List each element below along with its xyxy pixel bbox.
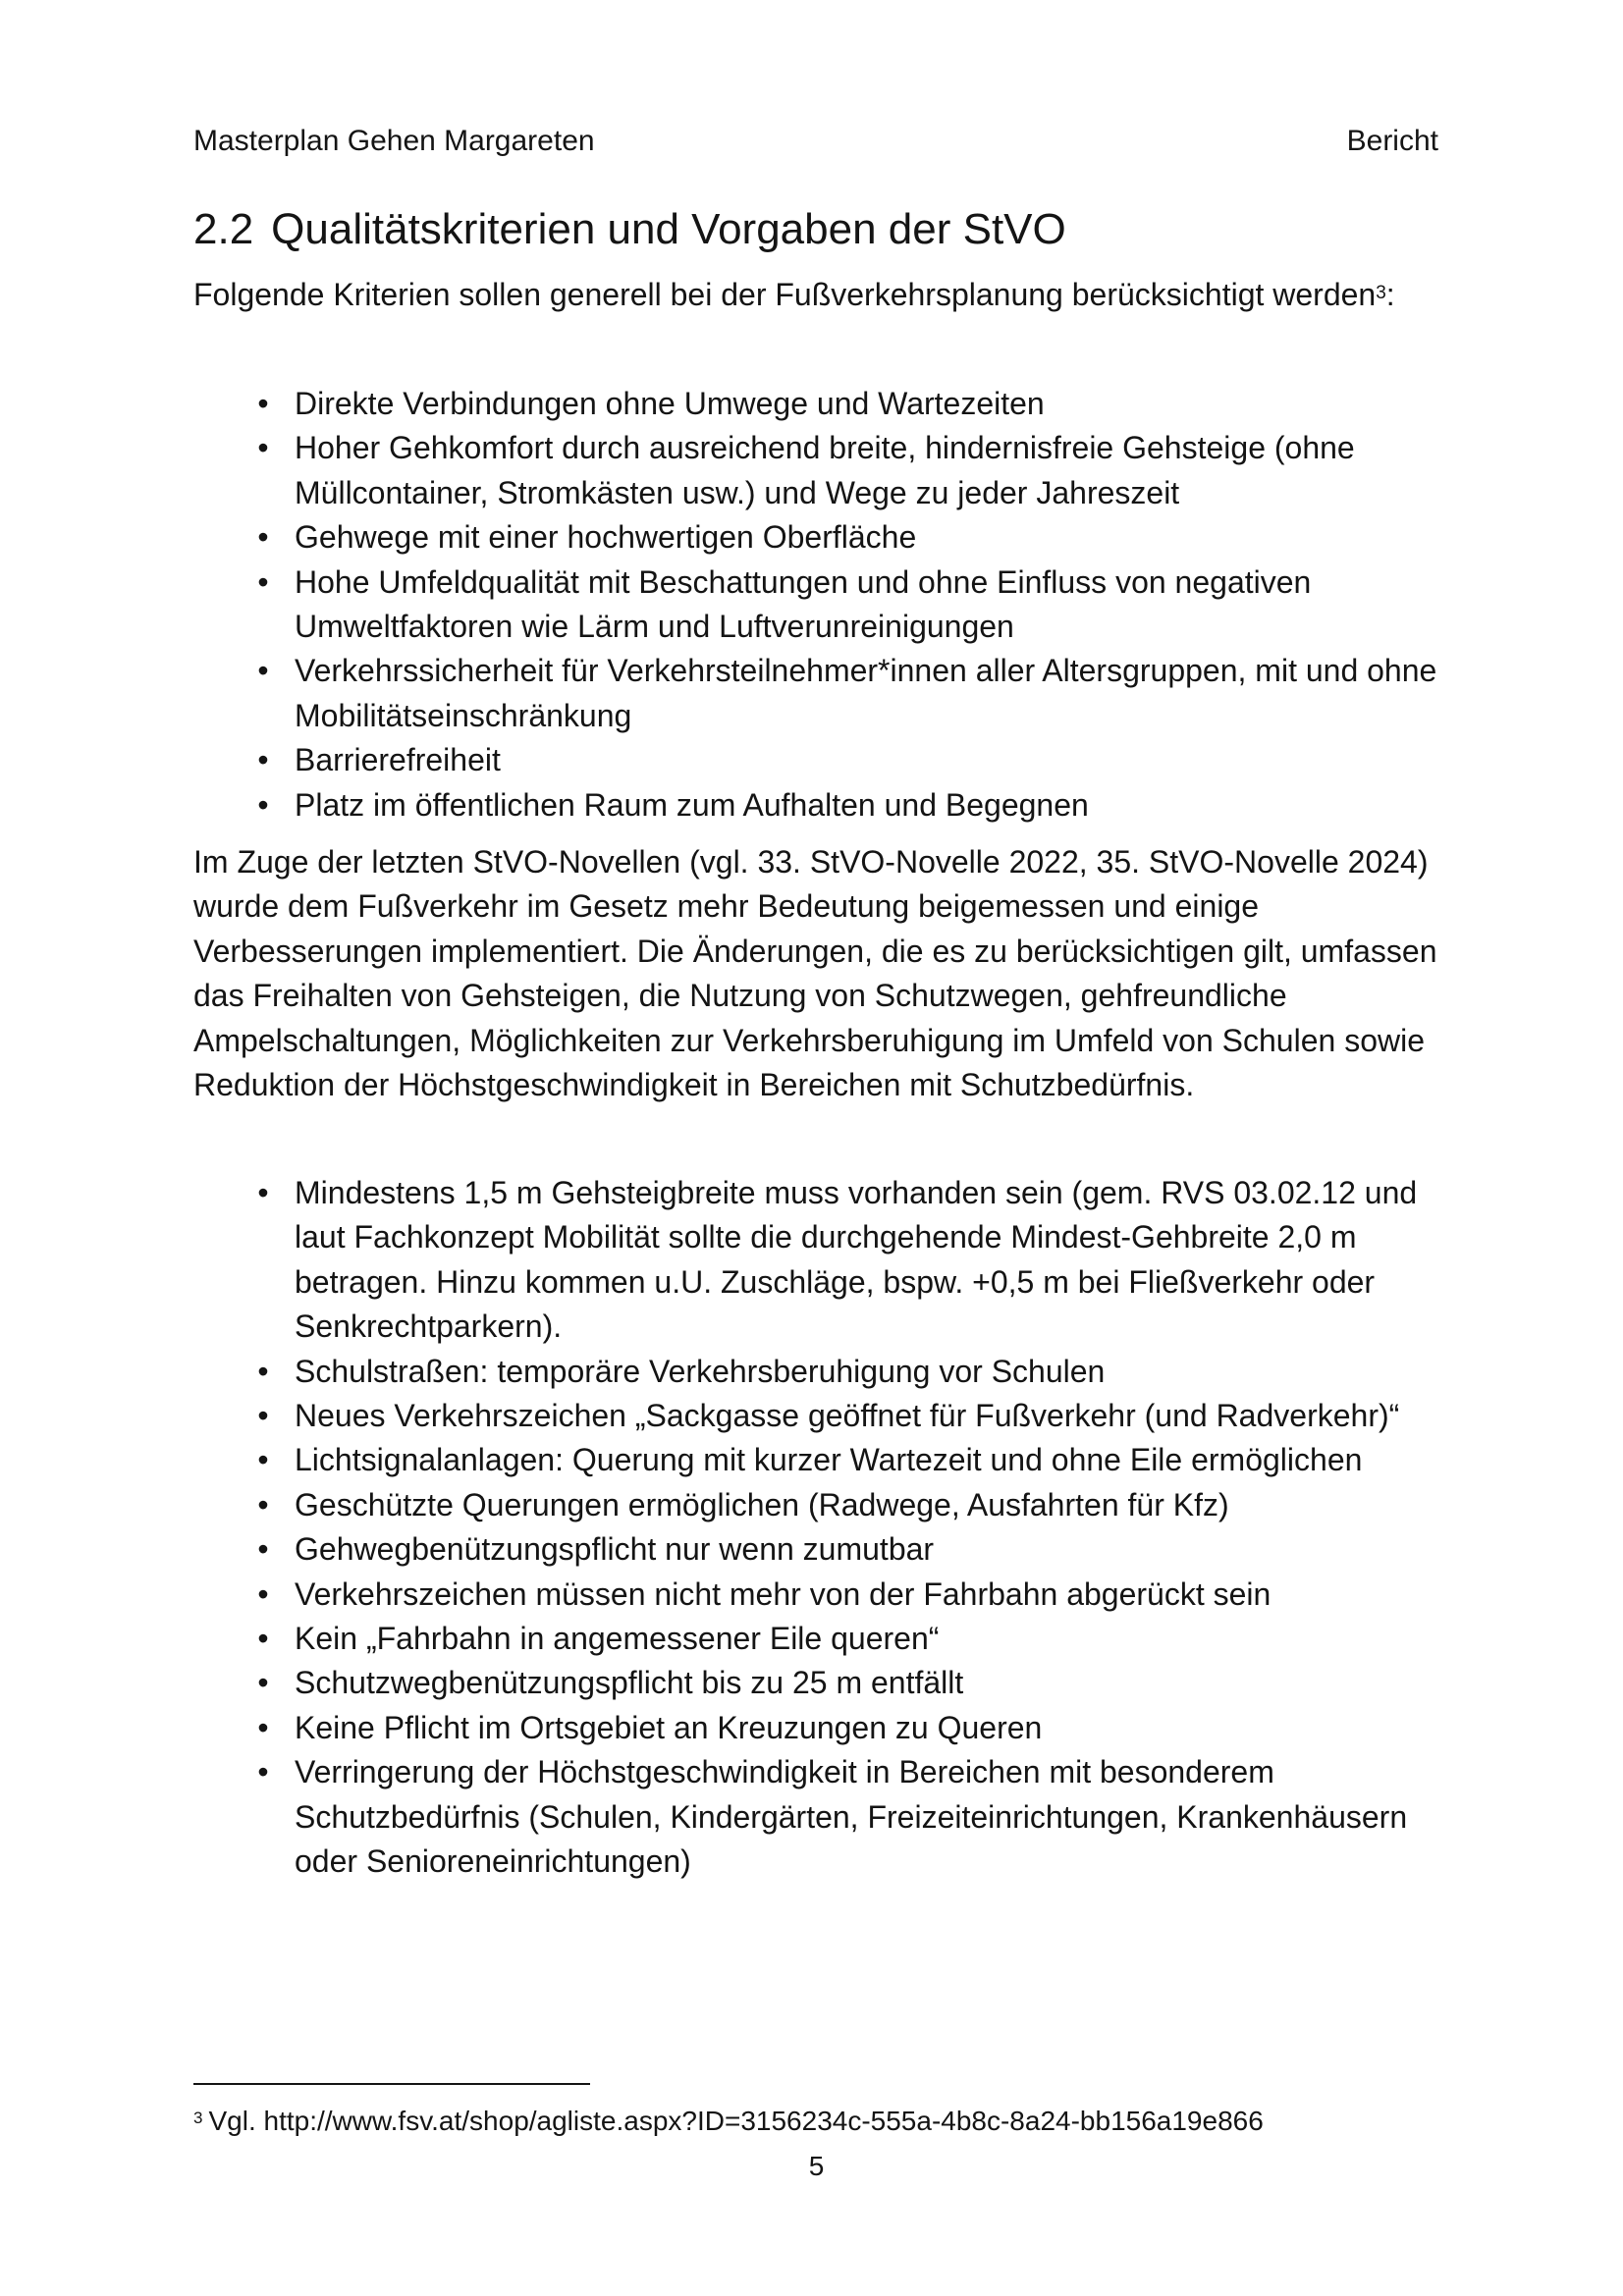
bullet-icon: • bbox=[257, 386, 269, 421]
list-item bbox=[193, 738, 1460, 782]
list-item bbox=[193, 1750, 1460, 1884]
list-item bbox=[193, 1483, 1460, 1527]
stvo-changes-list bbox=[193, 1171, 1460, 1885]
list-item bbox=[193, 561, 1460, 650]
section-heading bbox=[193, 200, 1438, 259]
bullet-icon: • bbox=[257, 1709, 269, 1745]
list-item-text: Verkehrssicherheit für Verkehrsteilnehmer*innen aller Altersgruppen, mit und ohne Mobilitätseinschränkung bbox=[295, 653, 1437, 733]
list-item-text: Verkehrszeichen müssen nicht mehr von der Fahrbahn abgerückt sein bbox=[295, 1575, 1271, 1612]
stvo-paragraph: Im Zuge der letzten StVO-Novellen (vgl. 33. StVO-Novelle 2022, 35. StVO-Novelle 2024) wurde dem Fußverkehr im Gesetz mehr Bedeutung beigemessen und einige Verbesserungen implementiert. Die Änderungen, die es zu berücksichtigen gilt, umfassen das Freihalten von Gehsteigen, die Nutzung von Schutzwegen, gehfreundliche Ampelschaltungen, Möglichkeiten zur Verkehrsberuhigung im Umfeld von Schulen sowie Reduktion der Höchstgeschwindigkeit in Bereichen mit Schutzbedürfnis. bbox=[193, 844, 1437, 1103]
bullet-icon: • bbox=[257, 430, 269, 466]
list-item bbox=[193, 1350, 1460, 1394]
list-item bbox=[193, 382, 1460, 426]
bullet-icon: • bbox=[257, 1175, 269, 1210]
list-item bbox=[193, 649, 1460, 738]
list-item-text: Geschützte Querungen ermöglichen (Radwege, Ausfahrten für Kfz) bbox=[295, 1486, 1229, 1522]
list-item-text: Mindestens 1,5 m Gehsteigbreite muss vorhanden sein (gem. RVS 03.02.12 und laut Fachkonzept Mobilität sollte die durchgehende Mindest-Gehbreite 2,0 m betragen. Hinzu kommen u.U. Zuschläge, bspw. +0,5 m bei Fließverkehr oder Senkrechtparkern). bbox=[295, 1175, 1418, 1345]
footnote-reference[interactable]: 3 bbox=[1376, 283, 1386, 303]
list-item bbox=[193, 1438, 1460, 1482]
header-document-title: Masterplan Gehen Margareten bbox=[193, 125, 595, 157]
footnote-divider bbox=[193, 2083, 590, 2085]
list-item-text: Gehwegbenützungspflicht nur wenn zumutbar bbox=[295, 1531, 935, 1568]
bullet-icon: • bbox=[257, 1398, 269, 1434]
bullet-icon: • bbox=[257, 1531, 269, 1568]
bullet-icon: • bbox=[257, 1754, 269, 1790]
bullet-icon: • bbox=[257, 1621, 269, 1657]
bullet-icon: • bbox=[257, 563, 269, 600]
list-item bbox=[193, 1706, 1460, 1750]
list-item bbox=[193, 426, 1460, 515]
footnote-marker: 3 bbox=[193, 2109, 203, 2127]
list-item-text: Verringerung der Höchstgeschwindigkeit in Bereichen mit besonderem Schutzbedürfnis (Schulen, Kindergärten, Freizeiteinrichtungen, Krankenhäusern oder Senioreneinrichtungen) bbox=[295, 1754, 1408, 1880]
header-report-label: Bericht bbox=[1346, 125, 1438, 157]
bullet-icon: • bbox=[257, 1442, 269, 1478]
list-item-text: Gehwege mit einer hochwertigen Oberfläche bbox=[295, 519, 917, 556]
list-item bbox=[193, 1661, 1460, 1705]
footnote bbox=[193, 2102, 1264, 2141]
bullet-icon: • bbox=[257, 742, 269, 778]
list-item-text: Platz im öffentlichen Raum zum Aufhalten und Begegnen bbox=[295, 786, 1089, 823]
section-number: 2.2 bbox=[193, 205, 254, 253]
bullet-icon: • bbox=[257, 1486, 269, 1522]
list-item-text: Barrierefreiheit bbox=[295, 742, 501, 778]
list-item-text: Kein „Fahrbahn in angemessener Eile queren“ bbox=[295, 1621, 940, 1657]
list-item-text: Hoher Gehkomfort durch ausreichend breite, hindernisfreie Gehsteige (ohne Müllcontainer, Stromkästen usw.) und Wege zu jeder Jahreszeit bbox=[295, 430, 1355, 510]
page-number: 5 bbox=[808, 2151, 825, 2181]
intro-suffix: : bbox=[1385, 277, 1395, 312]
intro-paragraph bbox=[193, 273, 1438, 317]
list-item-text: Direkte Verbindungen ohne Umwege und Wartezeiten bbox=[295, 386, 1045, 421]
list-item-text: Schutzwegbenützungspflicht bis zu 25 m entfällt bbox=[295, 1665, 964, 1701]
bullet-icon: • bbox=[257, 1575, 269, 1612]
list-item bbox=[193, 1394, 1460, 1438]
list-item-text: Schulstraßen: temporäre Verkehrsberuhigung vor Schulen bbox=[295, 1353, 1106, 1389]
bullet-icon: • bbox=[257, 1665, 269, 1701]
list-item-text: Lichtsignalanlagen: Querung mit kurzer Wartezeit und ohne Eile ermöglichen bbox=[295, 1442, 1363, 1478]
list-item-text: Keine Pflicht im Ortsgebiet an Kreuzungen zu Queren bbox=[295, 1709, 1043, 1745]
bullet-icon: • bbox=[257, 519, 269, 556]
section-title: Qualitätskriterien und Vorgaben der StVO bbox=[271, 205, 1066, 253]
bullet-icon: • bbox=[257, 1353, 269, 1389]
bullet-icon: • bbox=[257, 786, 269, 823]
running-header bbox=[193, 122, 1438, 161]
footnote-text[interactable]: Vgl. http://www.fsv.at/shop/agliste.aspx?ID=3156234c-555a-4b8c-8a24-bb156a19e866 bbox=[208, 2106, 1264, 2136]
list-item-text: Hohe Umfeldqualität mit Beschattungen und ohne Einfluss von negativen Umweltfaktoren wie Lärm und Luftverunreinigungen bbox=[295, 563, 1312, 645]
bullet-icon: • bbox=[257, 653, 269, 689]
list-item bbox=[193, 1617, 1460, 1661]
list-item bbox=[193, 1171, 1460, 1350]
list-item bbox=[193, 783, 1460, 828]
list-item-text: Neues Verkehrszeichen „Sackgasse geöffnet für Fußverkehr (und Radverkehr)“ bbox=[295, 1398, 1400, 1434]
criteria-list bbox=[193, 382, 1460, 828]
list-item bbox=[193, 515, 1460, 560]
intro-text: Folgende Kriterien sollen generell bei der Fußverkehrsplanung berücksichtigt werden bbox=[193, 277, 1377, 312]
list-item bbox=[193, 1573, 1460, 1617]
list-item bbox=[193, 1527, 1460, 1572]
